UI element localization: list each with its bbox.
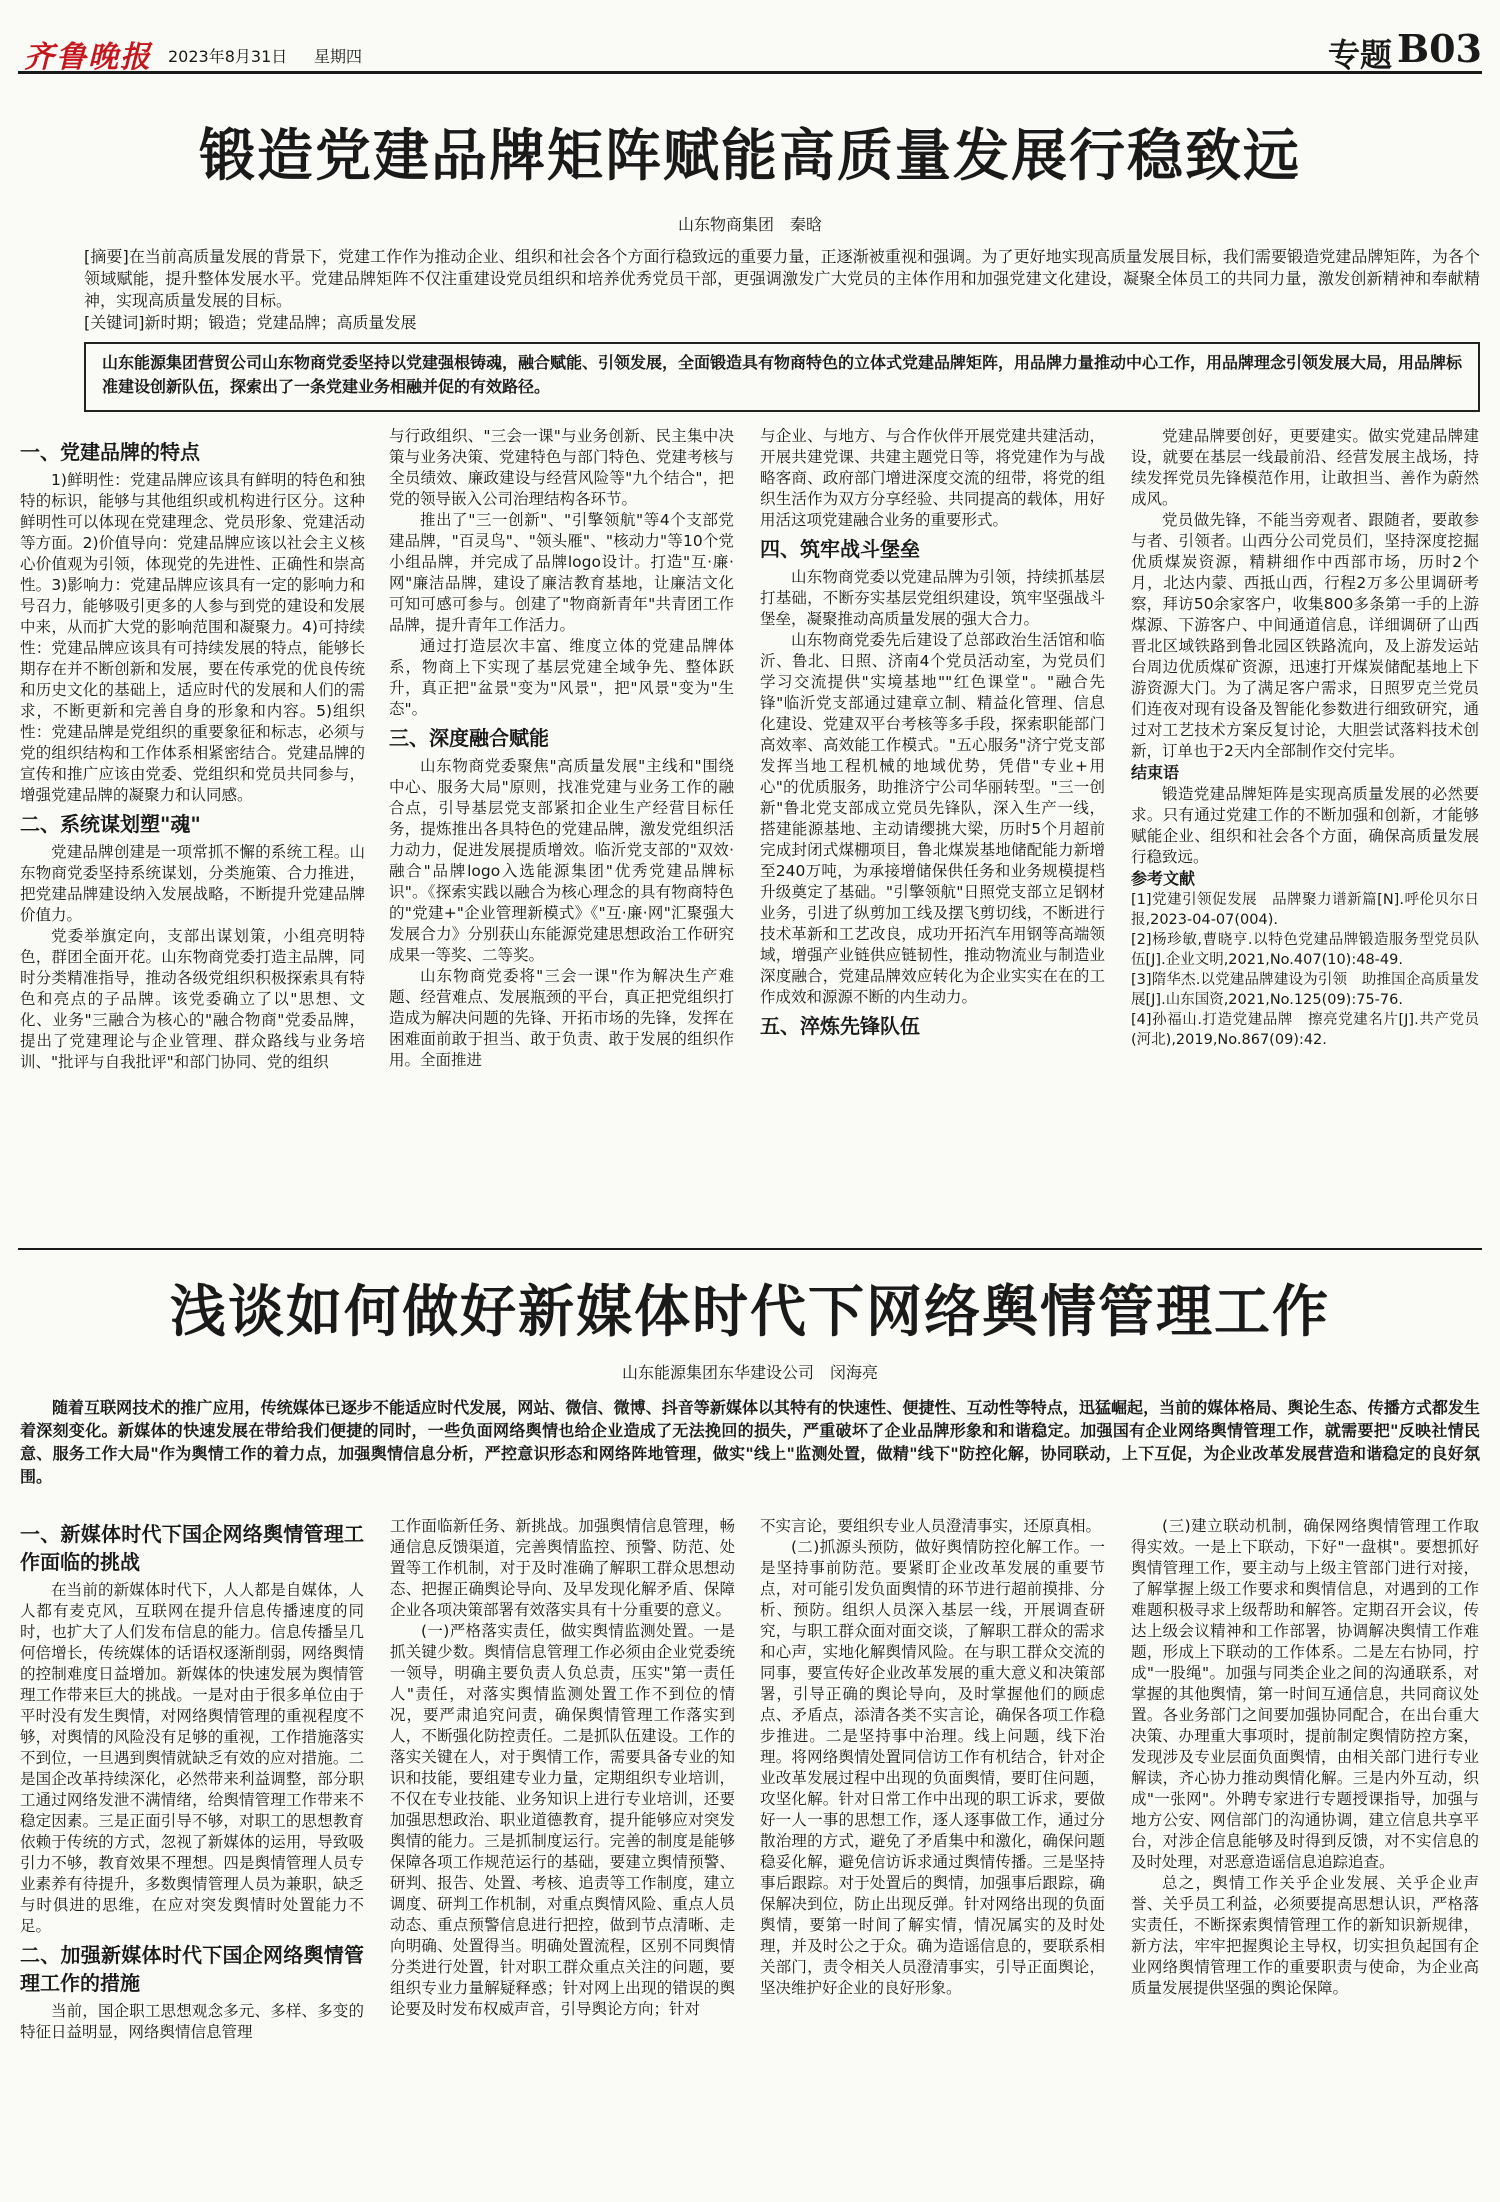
article-divider [18, 1248, 1482, 1250]
article2-title: 浅谈如何做好新媒体时代下网络舆情管理工作 [170, 1279, 1330, 1345]
section-heading: 二、系统谋划塑"魂" [20, 812, 201, 836]
article2-column-1 [20, 1516, 364, 2192]
paragraph: 不实言论，要组织专业人员澄清事实，还原真相。 [760, 1517, 1102, 1535]
article1-title: 锻造党建品牌矩阵赋能高质量发展行稳致远 [199, 123, 1301, 189]
article1-byline: 山东物商集团 秦晗 [677, 215, 822, 234]
paragraph: 锻造党建品牌矩阵是实现高质量发展的必然要求。只有通过党建工作的不断加强和创新，才能够赋能企业、组织和社会各个方面，确保高质量发展行稳致远。 [1131, 785, 1479, 866]
paragraph: 与行政组织、"三会一课"与业务创新、民主集中决策与业务决策、党建特色与部门特色、党建考核与全员绩效、廉政建设与经营风险等"九个结合"，把党的领导嵌入公司治理结构各环节。 [389, 427, 734, 508]
section-heading: 四、筑牢战斗堡垒 [760, 537, 920, 561]
paragraph: 党建品牌创建是一项常抓不懈的系统工程。山东物商党委坚持系统谋划，分类施策、合力推进，把党建品牌建设纳入发展战略，不断提升党建品牌价值力。 [20, 843, 365, 924]
article1-callout-box: 山东能源集团营贸公司山东物商党委坚持以党建强根铸魂，融合赋能、引领发展，全面锻造具有物商特色的立体式党建品牌矩阵，用品牌力量推动中心工作，用品牌理念引领发展大局，用品牌标准建设创新队伍，探索出了一条党建业务相融并促的有效路径。 [84, 342, 1480, 412]
article2-column-3 [760, 1516, 1105, 2192]
section-name: 专题 [1327, 36, 1392, 74]
paragraph: 工作面临新任务、新挑战。加强舆情信息管理，畅通信息反馈渠道，完善舆情监控、预警、防范、处置等工作机制，对于及时准确了解职工群众思想动态、把握正确舆论导向、及早发现化解矛盾、保障企业各项决策部署有效落实具有十分重要的意义。 [390, 1517, 735, 1619]
article2-column-2 [390, 1516, 735, 2192]
masthead [18, 14, 1482, 74]
page-number: B03 [1397, 26, 1482, 71]
reference-item: [4]孙福山.打造党建品牌 擦亮党建名片[J].共产党员(河北),2019,No.867(09):42. [1131, 1012, 1479, 1048]
paragraph: (一)严格落实责任，做实舆情监测处置。一是抓关键少数。舆情信息管理工作必须由企业党委统一领导，明确主要负责人负总责，压实"第一责任人"责任，对落实舆情监测处置工作不到位的情况，要严肃追究问责，确保舆情管理工作落实到人，不断强化防控责任。二是抓队伍建设。工作的落实关键在人，对于舆情工作，需要具备专业的知识和技能，要组建专业力量，定期组织专业培训，不仅在专业技能、业务知识上进行专业培训，还要加强思想政治、职业道德教育，提升能够应对突发舆情的能力。三是抓制度运行。完善的制度是能够保障各项工作规范运行的基础，要建立舆情预警、研判、报告、处置、考核、追责等工作制度，建立调度、研判工作机制，对重点舆情风险、重点人员动态、重点预警信息进行把控，做到节点清晰、走向明确、处置得当。明确处置流程，区别不同舆情分类进行处置，针对职工群众重点关注的问题，要组织专业力量解疑释惑；针对网上出现的错误的舆论要及时发布权威声音，引导舆论方向；针对 [390, 1622, 735, 2018]
paragraph: 山东物商党委以党建品牌为引领，持续抓基层打基础，不断夯实基层党组织建设，筑牢坚强战斗堡垒，凝聚推动高质量发展的强大合力。 [760, 568, 1105, 628]
article1-abstract [84, 246, 1480, 334]
section-heading: 二、加强新媒体时代下国企网络舆情管理工作的措施 [20, 1943, 364, 1995]
paragraph: 通过打造层次丰富、维度立体的党建品牌体系，物商上下实现了基层党建全域争先、整体跃升，真正把"盆景"变为"风景"，把"风景"变为"生态"。 [389, 637, 734, 718]
paragraph: 党员做先锋，不能当旁观者、跟随者，要敢参与者、引领者。山西分公司党员们，坚持深度挖掘优质煤炭资源，精耕细作中西部市场，历时2个月，北达内蒙、西抵山西，行程2万多公里调研考察，拜访50余家客户，收集800多条第一手的上游煤源、下游客户、中间通道信息，详细调研了山西晋北区域铁路到鲁北园区铁路流向，及上游发运站台周边优质煤矿资源，迅速打开煤炭储配基地上下游资源大门。为了满足客户需求，日照罗克兰党员们连夜对现有设备及智能化参数进行细致研究，通过对工艺技术方案反复讨论，大胆尝试落料技术创新，订单也于2天内全部制作交付完毕。 [1131, 511, 1479, 760]
paragraph: 当前，国企职工思想观念多元、多样、多变的特征日益明显，网络舆情信息管理 [20, 2002, 364, 2041]
references-heading: 参考文献 [1131, 869, 1196, 888]
issue-date: 2023年8月31日 [168, 47, 288, 66]
reference-item: [1]党建引领促发展 品牌聚力谱新篇[N].呼伦贝尔日报,2023-04-07(004). [1131, 892, 1479, 928]
paragraph: (二)抓源头预防，做好舆情防控化解工作。一是坚持事前防范。要紧盯企业改革发展的重要节点，对可能引发负面舆情的环节进行超前摸排、分析、预防。组织人员深入基层一线，开展调查研究，与职工群众面对面交谈，了解职工群众的需求和心声，实地化解舆情风险。在与职工群众交流的同事，要宣传好企业改革发展的重大意义和决策部署，引导正确的舆论导向，及时掌握他们的顾虑点、矛盾点，添清各类不实言论，确保各项工作稳步推进。二是坚持事中治理。线上问题，线下治理。将网络舆情处置同信访工作有机结合，针对企业改革发展过程中出现的负面舆情，要盯住问题，攻坚化解。针对日常工作中出现的职工诉求，要做好一人一事的思想工作，逐人逐事做工作，通过分散治理的方式，避免了矛盾集中和激化，确保问题稳妥化解，避免信访诉求通过舆情传播。三是坚持事后跟踪。对于处置后的舆情，加强事后跟踪，确保解决到位，防止出现反弹。针对网络出现的负面舆情，要第一时间了解实情，情况属实的及时处理，并及时公之于众。确为造谣信息的，要联系相关部门，责令相关人员澄清事实，引导正面舆论，坚决维护好企业的良好形象。 [760, 1538, 1105, 1997]
section-heading: 一、新媒体时代下国企网络舆情管理工作面临的挑战 [20, 1522, 364, 1574]
article1-column-2 [389, 426, 734, 1226]
article1-column-1 [20, 434, 365, 1234]
keywords-text: [关键词]新时期；锻造；党建品牌；高质量发展 [84, 313, 417, 332]
paragraph: 与企业、与地方、与合作伙伴开展党建共建活动，开展共建党课、共建主题党日等，将党建作为与战略客商、政府部门增进深度交流的纽带，将党的组织生活作为双方分享经验、共同提高的载体，用好用活这项党建融合业务的重要形式。 [760, 427, 1105, 529]
paragraph: 山东物商党委先后建设了总部政治生活馆和临沂、鲁北、日照、济南4个党员活动室，为党员们学习交流提供"实境基地""红色课堂"。"融合先锋"临沂党支部通过建章立制、精益化管理、信息化建设、党建双平台考核等多手段，探索职能部门高效率、高效能工作模式。"五心服务"济宁党支部发挥当地工程机械的地域优势，凭借"专业+用心"的优质服务，助推济宁公司华丽转型。"三一创新"鲁北党支部成立党员先锋队，深入生产一线，搭建能源基地、主动请缨挑大梁，历时5个月超前完成封闭式煤棚项目，鲁北煤炭基地储配能力新增至240万吨，为承接增储保供任务和业务规模提档升级奠定了基础。"引擎领航"日照党支部立足钢材业务，引进了纵剪加工线及摆飞剪切线，不断进行技术革新和工艺改良，成功开拓汽车用钢等高端领域，增强产业链供应链韧性，推动物流业与制造业深度融合，党建品牌效应转化为企业实实在在的工作成效和源源不断的内生动力。 [760, 631, 1105, 1006]
article2-column-4 [1131, 1516, 1479, 2192]
issue-weekday: 星期四 [314, 47, 363, 66]
section-heading: 三、深度融合赋能 [389, 726, 549, 750]
paragraph: 山东物商党委将"三会一课"作为解决生产难题、经营难点、发展瓶颈的平台，真正把党组织打造成为解决问题的先锋、开拓市场的先锋，发挥在困难面前敢于担当、敢于负责、敢于发展的组织作用。全面推进 [389, 967, 734, 1069]
paragraph: 党建品牌要创好，更要建实。做实党建品牌建设，就要在基层一线最前沿、经营发展主战场，持续发挥党员先锋模范作用，让敢担当、善作为蔚然成风。 [1131, 427, 1479, 508]
paragraph: (三)建立联动机制，确保网络舆情管理工作取得实效。一是上下联动，下好"一盘棋"。要想抓好舆情管理工作，要主动与上级主管部门进行对接，了解掌握上级工作要求和舆情信息，对遇到的工作难题积极寻求上级帮助和解答。定期召开会议，传达上级会议精神和工作部署，协调解决舆情工作难题，形成上下联动的工作体系。二是左右协同，拧成"一股绳"。加强与同类企业之间的沟通联系，对掌握的其他舆情，第一时间互通信息，共同商议处置。各业务部门之间要加强协同配合，在出台重大决策、办理重大事项时，提前制定舆情防控方案，发现涉及专业层面负面舆情，由相关部门进行专业解读，齐心协力推动舆情化解。三是内外互动，织成"一张网"。外聘专家进行专题授课指导，加强与地方公安、网信部门的沟通协调，建立信息共享平台，对涉企信息能够及时得到反馈，对不实信息的及时处理，对恶意造谣信息追踪追查。 [1131, 1517, 1479, 1871]
article1-column-4 [1131, 426, 1479, 1238]
article1-column-3 [760, 426, 1105, 1238]
conclusion-heading: 结束语 [1131, 763, 1180, 782]
abstract-text: [摘要]在当前高质量发展的背景下，党建工作作为推动企业、组织和社会各个方面行稳致远的重要力量，正逐渐被重视和强调。为了更好地实现高质量发展目标，我们需要锻造党建品牌矩阵，为各个领域赋能，提升整体发展水平。党建品牌矩阵不仅注重建设党员组织和培养优秀党员干部，更强调激发广大党员的主体作用和加强党建文化建设，凝聚全体员工的共同力量，激发创新精神和奉献精神，实现高质量发展的目标。 [84, 247, 1480, 310]
paper-logo: 齐鲁晚报 [24, 40, 152, 75]
paragraph: 在当前的新媒体时代下，人人都是自媒体，人人都有麦克风，互联网在提升信息传播速度的同时，也扩大了人们发布信息的能力。信息传播呈几何倍增长，传统媒体的话语权逐渐削弱，网络舆情的控制难度日益增加。新媒体的快速发展为舆情管理工作带来巨大的挑战。一是对由于很多单位由于平时没有发生舆情，对网络舆情管理的重视程度不够，对舆情的风险没有足够的重视，工作措施落实不到位，一旦遇到舆情就缺乏有效的应对措施。二是国企改革持续深化，必然带来利益调整，部分职工通过网络发泄不满情绪，给舆情管理工作带来不稳定因素。三是正面引导不够，对职工的思想教育依赖于传统的方式，忽视了新媒体的运用，导致吸引力不够，教育效果不理想。四是舆情管理人员专业素养有待提升，多数舆情管理人员为兼职，缺乏与时俱进的思维，在应对突发舆情时处置能力不足。 [20, 1581, 364, 1935]
reference-item: [3]隋华杰.以党建品牌建设为引领 助推国企高质量发展[J].山东国资,2021,No.125(09):75-76. [1131, 972, 1479, 1008]
paragraph: 推出了"三一创新"、"引擎领航"等4个支部党建品牌，"百灵鸟"、"领头雁"、"核动力"等10个党小组品牌，并完成了品牌logo设计。打造"互·廉·网"廉洁品牌，建设了廉洁教育基地，让廉洁文化可知可感可参与。创建了"物商新青年"共青团工作品牌，提升青年工作活力。 [389, 511, 734, 634]
paragraph: 党委举旗定向，支部出谋划策，小组亮明特色，群团全面开花。山东物商党委打造主品牌，同时分类精准指导，推动各级党组织积极探索具有特色和亮点的子品牌。该党委确立了以"思想、文化、业务"三融合为核心的"融合物商"党委品牌，提出了党建理论与企业管理、群众路线与业务培训、"批评与自我批评"和部门协同、党的组织 [20, 927, 365, 1071]
section-heading: 五、淬炼先锋队伍 [760, 1014, 920, 1038]
paragraph: 总之，舆情工作关乎企业发展、关乎企业声誉、关乎员工利益，必须要提高思想认识，严格落实责任，不断探索舆情管理工作的新知识新规律，新方法，牢牢把握舆论主导权，切实担负起国有企业网络舆情管理工作的重要职责与使命，为企业高质量发展提供坚强的舆论保障。 [1131, 1874, 1479, 1997]
section-heading: 一、党建品牌的特点 [20, 440, 200, 464]
reference-item: [2]杨珍敏,曹晓亨.以特色党建品牌锻造服务型党员队伍[J].企业文明,2021,No.407(10):48-49. [1131, 932, 1479, 968]
article2-byline: 山东能源集团东华建设公司 闵海亮 [621, 1363, 878, 1382]
paragraph: 山东物商党委聚焦"高质量发展"主线和"围绕中心、服务大局"原则，找准党建与业务工作的融合点，引导基层党支部紧扣企业生产经营目标任务，提炼推出各具特色的党建品牌，激发党组织活力动力，促进发展提质增效。临沂党支部的"双效·融合"品牌logo入选能源集团"优秀党建品牌标识"。《探索实践以融合为核心理念的具有物商特色的"党建+"企业管理新模式》《"互·廉·网"汇聚强大发展合力》分别获山东能源党建思想政治工作研究成果一等奖、二等奖。 [389, 757, 734, 964]
article2-lede: 随着互联网技术的推广应用，传统媒体已逐步不能适应时代发展，网站、微信、微博、抖音等新媒体以其特有的快速性、便捷性、互动性等特点，迅猛崛起，当前的媒体格局、舆论生态、传播方式都发生着深刻变化。新媒体的快速发展在带给我们便捷的同时，一些负面网络舆情也给企业造成了无法挽回的损失，严重破坏了企业品牌形象和和谐稳定。加强国有企业网络舆情管理工作，就需要把"反映社情民意、服务工作大局"作为舆情工作的着力点，加强舆情信息分析，严控意识形态和网络阵地管理，做实"线上"监测处置，做精"线下"防控化解，协同联动，上下互促，为企业改革发展营造和谐稳定的良好氛围。 [20, 1398, 1480, 1486]
paragraph: 1)鲜明性：党建品牌应该具有鲜明的特色和独特的标识，能够与其他组织或机构进行区分。这种鲜明性可以体现在党建理念、党员形象、党建活动等方面。2)价值导向：党建品牌应该以社会主义核心价值观为引领，体现党的先进性、正确性和崇高性。3)影响力：党建品牌应该具有一定的影响力和号召力，能够吸引更多的人参与到党的建设和发展中来，从而扩大党的影响范围和凝聚力。4)可持续性：党建品牌应该具有可持续发展的特点，能够长期存在并不断创新和发展，要在传承党的优良传统和历史文化的基础上，适应时代的发展和人们的需求，不断更新和完善自身的形象和内容。5)组织性：党建品牌是党组织的重要象征和标志，必须与党的组织结构和工作体系相紧密结合。党建品牌的宣传和推广应该由党委、党组织和党员共同参与，增强党建品牌的凝聚力和认同感。 [20, 471, 365, 804]
